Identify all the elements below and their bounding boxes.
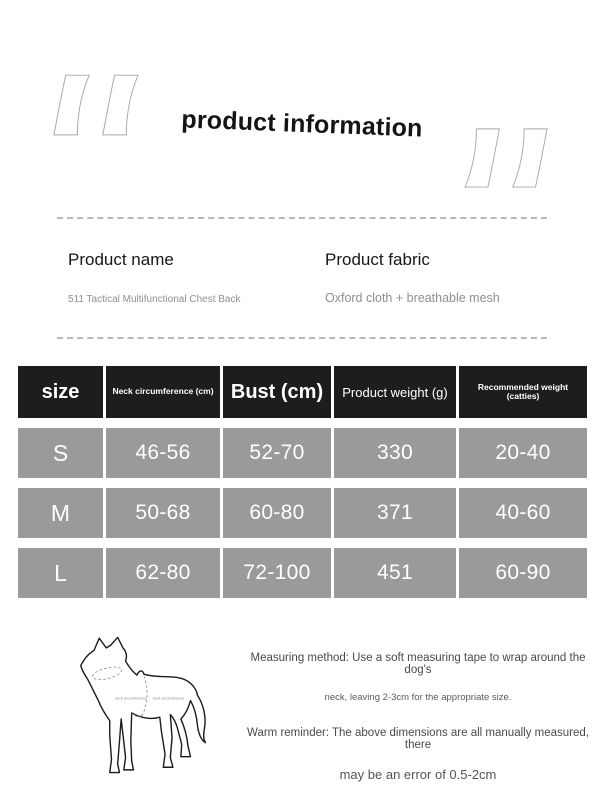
bust-measure-line [142, 676, 147, 716]
neck-measure-line [91, 665, 123, 682]
table-cell-l-size: L [18, 548, 103, 598]
table-cell-s-size: S [18, 428, 103, 478]
measuring-notes [238, 652, 598, 782]
table-cell-m-bust: 60-80 [223, 488, 331, 538]
dog-outline-icon [72, 628, 230, 788]
product-name-label: Product name [68, 250, 174, 269]
warm-reminder-line1: Warm reminder: The above dimensions are all manually measured, there [247, 727, 589, 751]
table-cell-s-weight: 330 [334, 428, 456, 478]
table-cell-s-neck: 46-56 [106, 428, 220, 478]
table-cell-m-size: M [18, 488, 103, 538]
dashed-divider-middle [57, 337, 547, 339]
measuring-method-line1: Measuring method: Use a soft measuring tape to wrap around the dog's [250, 652, 586, 676]
measuring-method-line2: neck, leaving 2-3cm for the appropriate size. [324, 692, 512, 703]
table-header-size: size [18, 366, 103, 418]
table-cell-m-recommended: 40-60 [459, 488, 587, 538]
table-header-bust: Bust (cm) [223, 366, 331, 418]
product-fabric-label: Product fabric [325, 250, 430, 269]
table-header-neck: Neck circumference (cm) [106, 366, 220, 418]
warm-reminder-line2: may be an error of 0.5-2cm [339, 767, 497, 782]
close-quote-icon [463, 127, 549, 188]
page-title: product information [180, 105, 424, 143]
table-cell-l-weight: 451 [334, 548, 456, 598]
dashed-divider-top [57, 217, 547, 219]
table-cell-s-bust: 52-70 [223, 428, 331, 478]
table-header-recommended: Recommended weight (catties) [459, 366, 587, 418]
table-cell-l-bust: 72-100 [223, 548, 331, 598]
size-table [18, 366, 587, 598]
table-cell-l-recommended: 60-90 [459, 548, 587, 598]
table-header-weight: Product weight (g) [334, 366, 456, 418]
neck-circumference-label: neck circumference [114, 696, 147, 701]
product-fabric-value: Oxford cloth + breathable mesh [325, 291, 500, 305]
table-cell-l-neck: 62-80 [106, 548, 220, 598]
product-name-value: 511 Tactical Multifunctional Chest Back [68, 294, 241, 305]
table-cell-m-neck: 50-68 [106, 488, 220, 538]
table-cell-m-weight: 371 [334, 488, 456, 538]
bust-circumference-label: bust circumference [153, 696, 185, 701]
table-cell-s-recommended: 20-40 [459, 428, 587, 478]
